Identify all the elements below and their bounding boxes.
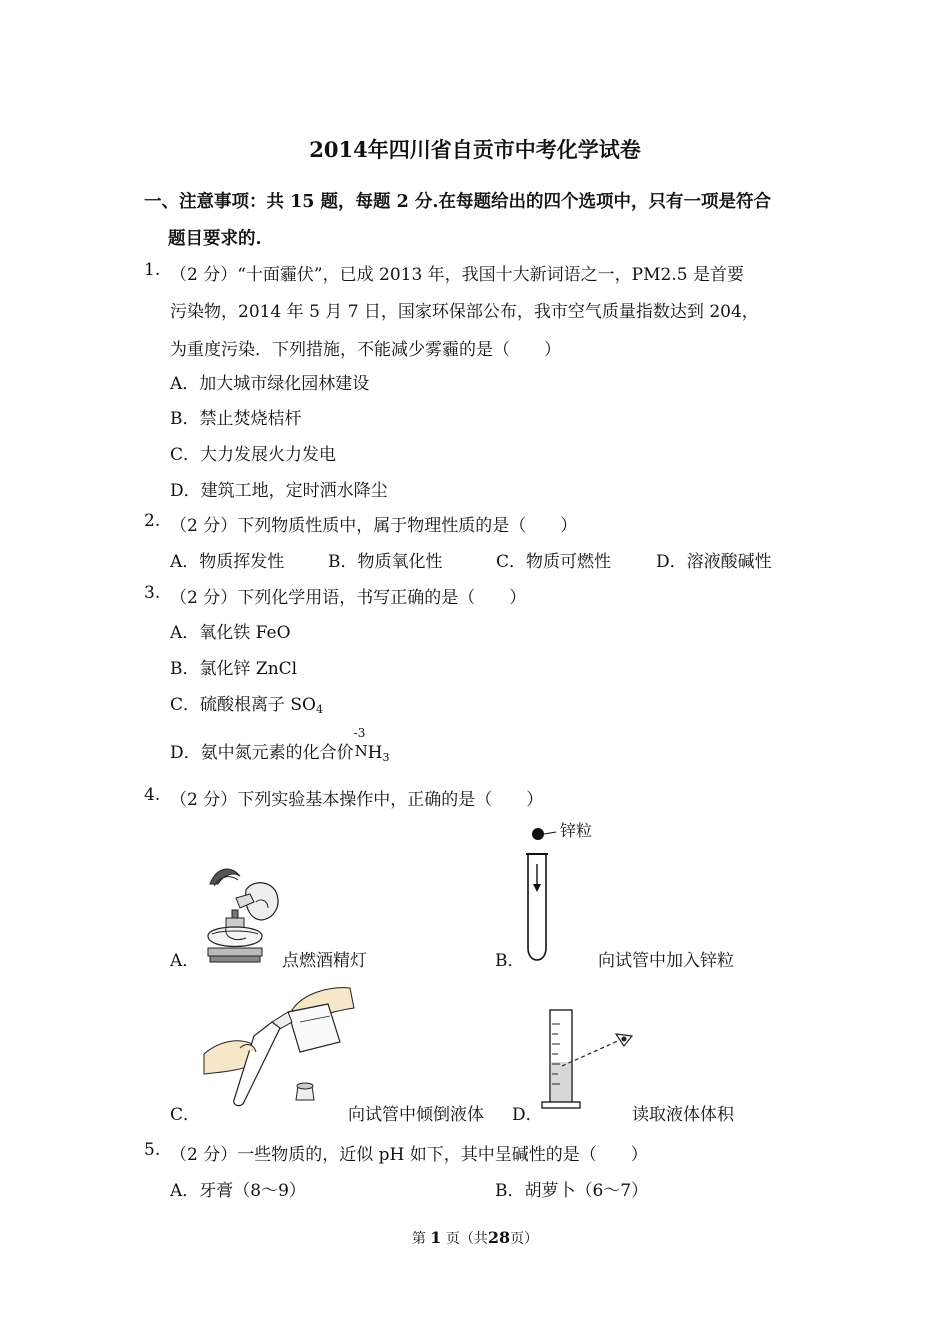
q4-number: 4. — [144, 785, 161, 805]
q3-option-d — [170, 726, 390, 764]
q3-number: 3. — [144, 583, 161, 603]
valence-element: N — [354, 742, 368, 760]
footer-mid: 页（共 — [445, 1231, 488, 1247]
page-title: 2014年四川省自贡市中考化学试卷 — [309, 137, 641, 162]
q2-option-c: C．物质可燃性 — [496, 552, 612, 572]
q4-option-a-label: A． — [170, 951, 200, 971]
valence-value: -3 — [353, 726, 366, 740]
pouring-liquid-figure — [200, 982, 360, 1112]
q2-option-d: D．溶液酸碱性 — [656, 552, 772, 572]
q4-option-b-text: 向试管中加入锌粒 — [598, 951, 734, 971]
zinc-label: 锌粒 — [560, 821, 593, 840]
footer-total-pages: 28 — [487, 1228, 511, 1247]
section-heading-line2: 题目要求的. — [168, 229, 262, 249]
q5-option-a: A．牙膏（8～9） — [170, 1181, 306, 1201]
q1-option-c: C．大力发展火力发电 — [170, 445, 337, 465]
footer-suffix: 页） — [510, 1231, 539, 1247]
q3-option-c — [170, 690, 323, 716]
q5-stem: （2 分）一些物质的，近似 pH 如下，其中呈碱性的是（ ） — [170, 1145, 648, 1165]
q3-option-c-text: C．硫酸根离子 SO — [170, 695, 316, 715]
q1-stem-line2: 污染物，2014 年 5 月 7 日，国家环保部公布，我市空气质量指数达到 204， — [170, 302, 759, 322]
q4-stem: （2 分）下列实验基本操作中，正确的是（ ） — [170, 790, 544, 810]
alcohol-lamp-figure — [196, 862, 286, 968]
graduated-cylinder-figure — [540, 1004, 640, 1114]
q3-option-d-tail: H — [367, 743, 383, 763]
q1-option-d: D．建筑工地，定时洒水降尘 — [170, 481, 388, 501]
test-tube-zinc-figure — [522, 820, 562, 968]
page-footer — [0, 1228, 950, 1248]
q4-option-d-text: 读取液体体积 — [632, 1105, 734, 1125]
q3-option-c-subscript: 4 — [316, 703, 323, 716]
q1-option-b: B．禁止焚烧桔杆 — [170, 409, 302, 429]
footer-page-number: 1 — [430, 1228, 442, 1247]
footer-prefix: 第 — [411, 1231, 426, 1247]
q2-number: 2. — [144, 511, 161, 531]
q3-stem: （2 分）下列化学用语，书写正确的是（ ） — [170, 588, 527, 608]
valence-notation — [353, 726, 368, 760]
q1-option-a: A．加大城市绿化园林建设 — [170, 374, 370, 394]
q5-option-b: B．胡萝卜（6～7） — [495, 1181, 649, 1201]
q3-option-d-subscript: 3 — [382, 751, 390, 764]
section-heading-line1: 一、注意事项：共 15 题，每题 2 分.在每题给出的四个选项中，只有一项是符合 — [144, 192, 771, 212]
q1-number: 1. — [144, 260, 161, 280]
q4-option-c-text: 向试管中倾倒液体 — [348, 1105, 484, 1125]
q4-option-b-label: B． — [495, 951, 525, 971]
q5-number: 5. — [144, 1140, 161, 1160]
q2-stem: （2 分）下列物质性质中，属于物理性质的是（ ） — [170, 516, 578, 536]
q1-stem-line1: （2 分）“十面霾伏”，已成 2013 年，我国十大新词语之一，PM2.5 是首要 — [170, 265, 744, 285]
q2-option-b: B．物质氧化性 — [328, 552, 443, 572]
q3-option-b: B．氯化锌 ZnCl — [170, 659, 298, 679]
q1-stem-line3: 为重度污染．下列措施，不能减少雾霾的是（ ） — [170, 340, 561, 360]
q4-option-c-label: C． — [170, 1105, 201, 1125]
q3-option-a: A．氧化铁 FeO — [170, 623, 291, 643]
q3-option-d-text: D．氨中氮元素的化合价 — [170, 743, 354, 763]
q4-option-a-text: 点燃酒精灯 — [282, 951, 367, 971]
q4-option-d-label: D． — [512, 1105, 543, 1125]
q2-option-a: A．物质挥发性 — [170, 552, 285, 572]
